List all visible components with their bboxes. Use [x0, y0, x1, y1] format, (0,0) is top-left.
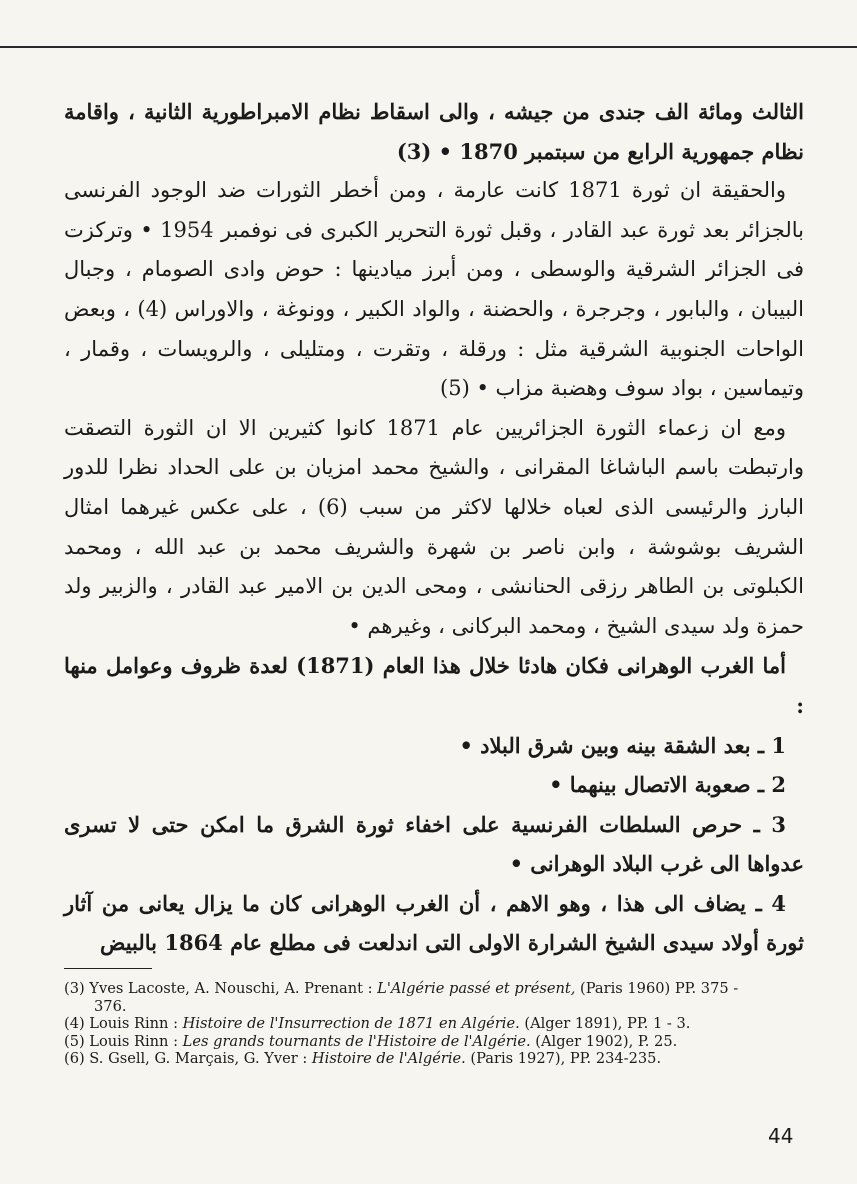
footnote-author: (5) Louis Rinn :	[64, 1032, 183, 1050]
paragraph: ومع ان زعماء الثورة الجزائريين عام 1871 كانوا كثيرين الا ان الثورة التصقت وارتبطت باسم الباشاغا المقرانى ، والشيخ محمد امزيان بن على الحداد نظرا للدور البارز والرئيسى الذى لعباه خلالها لاكثر من سبب (6) ، على عكس غيرهما امثال الشريف بوشوشة ، وابن ناصر بن شهرة والشريف محمد بن عبد الله ، ومحمد الكبلوتى بن الطاهر رزقى الحنانشى ، ومحى الدين بن الامير عبد القادر ، والزبير ولد حمزة ولد سيدى الشيخ ، ومحمد البركانى ، وغيرهم •	[64, 415, 804, 638]
footnote-title: Histoire de l'Algérie.	[311, 1050, 466, 1068]
top-rule	[0, 46, 857, 48]
paragraph: الثالث ومائة الف جندى من جيشه ، والى اسقاط نظام الامبراطورية الثانية ، واقامة نظام جمهورية الرابع من سبتمبر 1870 • (3)	[64, 99, 804, 164]
paragraph: والحقيقة ان ثورة 1871 كانت عارمة ، ومن أخطر الثورات ضد الوجود الفرنسى بالجزائر بعد ثورة عبد القادر ، وقبل ثورة التحرير الكبرى فى نوفمبر 1954 • وتركزت فى الجزائر الشرقية والوسطى ، ومن أبرز ميادينها : حوض وادى الصومام ، وجبال البيبان ، والبابور ، وجرجرة ، والحضنة ، والواد الكبير ، وونوغة ، والاوراس (4) ، وبعض الواحات الجنوبية الشرقية مثل : ورقلة ، وتقرت ، ومتليلى ، والرويسات ، وقمار ، وتيماسين ، بواد سوف وهضبة مزاب • (5)	[64, 178, 804, 401]
footnote-author: (4) Louis Rinn :	[64, 1015, 183, 1033]
footnote-title: Histoire de l'Insurrection de 1871 en Algérie.	[182, 1015, 520, 1033]
footnote-separator	[64, 968, 152, 969]
footnote	[64, 1015, 754, 1033]
footnote	[64, 980, 754, 1015]
arabic-body-text	[64, 92, 804, 963]
footnote-publication: (Paris 1960) PP. 375 - 376.	[94, 980, 739, 1015]
footnote-title: L'Algérie passé et présent,	[377, 980, 576, 997]
footnote-publication: (Alger 1891), PP. 1 - 3.	[519, 1015, 691, 1033]
paragraph: 2 ـ صعوبة الاتصال بينهما •	[549, 772, 786, 798]
footnote-title: Les grands tournants de l'Histoire de l'Algérie.	[182, 1032, 531, 1050]
footnotes	[64, 980, 754, 1068]
footnote	[64, 1050, 754, 1068]
paragraph: 3 ـ حرص السلطات الفرنسية على اخفاء ثورة الشرق ما امكن حتى لا تسرى عدواها الى غرب البلاد الوهرانى •	[64, 811, 804, 877]
footnote-author: (6) S. Gsell, G. Marçais, G. Yver :	[64, 1050, 312, 1068]
paragraph: 4 ـ يضاف الى هذا ، وهو الاهم ، أن الغرب الوهرانى كان ما يزال يعانى من آثار ثورة أولاد سيدى الشيخ الشرارة الاولى التى اندلعت فى مطلع عام 1864 بالبيض	[64, 890, 804, 956]
paragraph: أما الغرب الوهرانى فكان هادئا خلال هذا العام (1871) لعدة ظروف وعوامل منها :	[64, 653, 804, 718]
paragraph: 1 ـ بعد الشقة بينه وبين شرق البلاد •	[459, 732, 786, 758]
page-number: 44	[768, 1124, 794, 1148]
footnote-author: (3) Yves Lacoste, A. Nouschi, A. Prenant :	[64, 980, 378, 997]
footnote	[64, 1033, 754, 1051]
footnote-publication: (Paris 1927), PP. 234-235.	[465, 1050, 662, 1068]
footnote-publication: (Alger 1902), P. 25.	[530, 1032, 678, 1050]
